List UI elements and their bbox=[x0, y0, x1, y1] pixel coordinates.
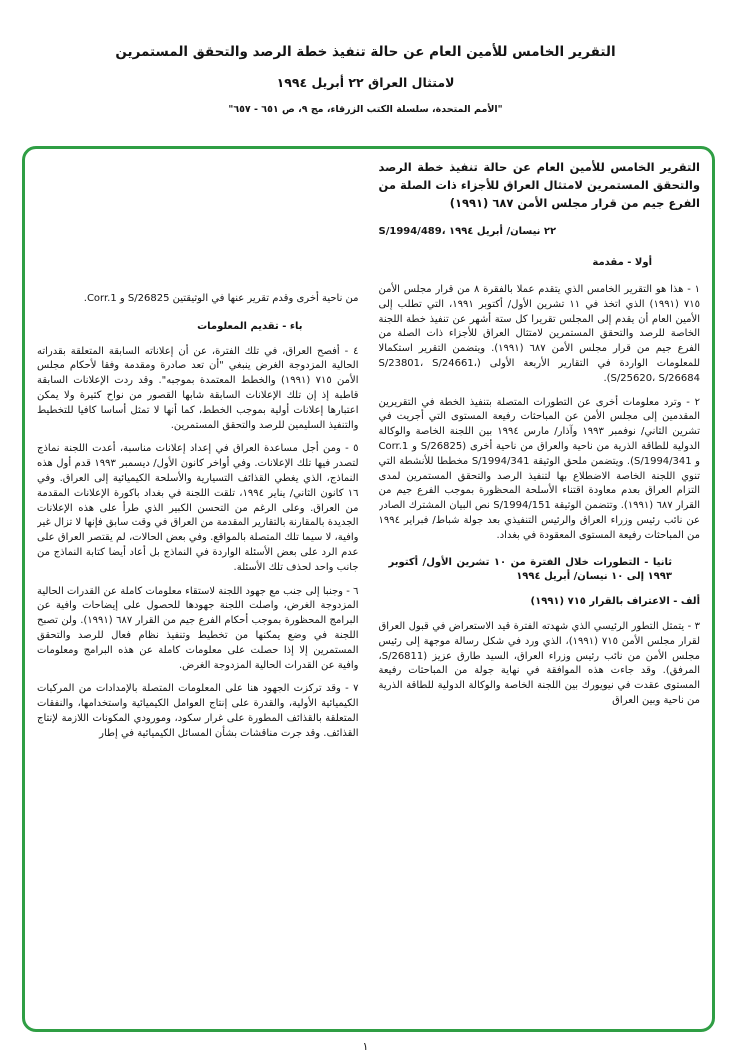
two-column-layout bbox=[37, 159, 700, 1021]
paragraph-4: ٤ - أفصح العراق، في تلك الفترة، عن أن إعلاناته السابقة المتعلقة بقدراته الحالية المزدوجة الغرض ينبغي "أن تعد صادرة ومقدمة وفقا لأحكام مجلس الأمن ٧١٥ (١٩٩١) والخطط المعتمدة بموجبه". وقد ردت الإعلانات السابقة قاطبة إذ إن تلك الإعلانات السابقة شابها القصور من نواح كثيرة ولا يمكن اعتبارها إعلانات أولية بموجب الخطط، كما أنها لا تمثل أساسا كافيا للتخطيط والتنفيذ السليمين للرصد والتحقق المستمرين. bbox=[37, 345, 359, 431]
paragraph-3-continuation: من ناحية أخرى وقدم تقرير عنها في الوثيقتين S/26825 و Corr.1. bbox=[83, 293, 359, 304]
section-2-heading: ثانيا - التطورات خلال الفترة من ١٠ تشرين الأول/ أكتوبر ١٩٩٣ إلى ١٠ نيسان/ أبريل ١٩٩٤ bbox=[388, 556, 673, 583]
paragraph-2: ٢ - وترد معلومات أخرى عن التطورات المتصلة بتنفيذ الخطة في التقريرين المقدمين إلى مجلس الأمن عن المباحثات رفيعة المستوى التي أجريت في تشرين الثاني/ نوفمبر ١٩٩٣ وآذار/ مارس ١٩٩٤ بين اللجنة الخاصة والوكالة الدولية للطاقة الذرية من ناحية والعراق من ناحية أخرى (S/26825 و Corr.1 و S/1994/341). ويتضمن ملحق الوثيقة S/1994/341 مخططا للأنشطة التي تنوي اللجنة الخاصة الاضطلاع بها لتنفيذ الرصد والتحقق المستمرين لمدى التزام العراق بعدم معاودة اقتناء الأسلحة المحظورة بموجب الفرع جيم من القرار ٦٨٧ (١٩٩١). وتتضمن الوثيقة S/1994/151 نص البيان المشترك الصادر عن نائب رئيس وزراء العراق والرئيس التنفيذي بعد جولة شباط/ فبراير ١٩٩٤ من المباحثات رفيعة المستوى المعقودة في بغداد. bbox=[378, 396, 700, 541]
subsection-a-heading: ألف - الاعتراف بالقرار ٧١٥ (١٩٩١) bbox=[530, 596, 700, 608]
subsection-b-heading: باء - تقديم المعلومات bbox=[197, 320, 303, 332]
page-number: ١ bbox=[362, 1040, 369, 1053]
header-source-line: "الأمم المتحدة، سلسلة الكتب الزرقاء، مج ٩، ص ٦٥١ - ٦٥٧" bbox=[228, 104, 503, 115]
page-footer bbox=[0, 1040, 731, 1053]
paragraph-1: ١ - هذا هو التقرير الخامس الذي يتقدم عملا بالفقرة ٨ من قرار مجلس الأمن ٧١٥ (١٩٩١) الذي اتخذ في ١١ تشرين الأول/ أكتوبر ١٩٩١، التي تطلب إلى الأمين العام أن يقدم إلى المجلس تقريرا كل ستة أشهر عن تنفيذ خطة اللجنة الخاصة للرصد والتحقق المستمرين لامتثال العراق للأجزاء ذات الصلة من الفرع جيم من قرار مجلس الأمن ٦٨٧ (١٩٩١). ويتضمن التقرير استكمالا للمعلومات الواردة في التقارير الأربعة الأولى (S/23801، S/24661، S/25620، S/26684). bbox=[378, 284, 700, 384]
page-header bbox=[0, 44, 731, 115]
paragraph-5: ٥ - ومن أجل مساعدة العراق في إعداد إعلانات مناسبة، أعدت اللجنة نماذج لتصدر فيها تلك الإعلانات. وفي أواخر كانون الأول/ ديسمبر ١٩٩٣ قدم أول هذه النماذج، الذي يغطي القذائف التسيارية والأسلحة الكيميائية إلى العراق. وفي ١٦ كانون الثاني/ يناير ١٩٩٤، تلقت اللجنة في بغداد باكورة الإعلانات المقدمة من العراق. وعلى الرغم من التحسن الكبير الذي طرأ على هذه الإعلانات الجديدة بالمقارنة بالتقارير المقدمة من العراق في وقت سابق فإنها لا تزال غير وافية، لا سيما تلك المتصلة بالمواقع. وفي بعض الحالات، لم يقتصر العراق على عدم الرد على بعض الأسئلة الواردة في النماذج بل أعاد أيضا كتابة النماذج من جانب واحد لحذف تلك الأسئلة. bbox=[37, 443, 359, 573]
paragraph-6: ٦ - وجنبا إلى جنب مع جهود اللجنة لاستقاء معلومات كاملة عن القدرات الحالية المزدوجة الغرض، واصلت اللجنة جهودها للحصول على إيضاحات وافية عن البرامج المحظورة بموجب أحكام الفرع جيم من القرار ٦٨٧ (١٩٩١). ولن تصبح اللجنة في وضع يمكنها من تخطيط وتنفيذ نظام فعال للرصد والتحقق المستمرين إلا إذا حصلت على معلومات كاملة عن هذه البرامج ومعلومات وافية عن القدرات الحالية المزدوجة الغرض. bbox=[37, 585, 359, 671]
document-title: التقرير الخامس للأمين العام عن حالة تنفيذ خطة الرصد والتحقق المستمرين لامتثال العراق للأجزاء ذات الصلة من الفرع جيم من قرار مجلس الأمن ٦٨٧ (١٩٩١) bbox=[378, 160, 700, 210]
column-right bbox=[379, 159, 701, 1021]
header-title-line2: لامتثال العراق ٢٢ أبريل ١٩٩٤ bbox=[276, 75, 455, 90]
section-1-heading: أولا - مقدمة bbox=[592, 257, 652, 269]
paragraph-7: ٧ - وقد تركزت الجهود هنا على المعلومات المتصلة بالإمدادات من المركبات الكيميائية الأولية، والقدرة على إنتاج العوامل الكيميائية واستخدامها، والنفقات المتعلقة بالقذائف المطورة على غرار سكود، ومورودي المكونات اللازمة لإنتاج القذائف. وقد جرت مناقشات بشأن المسائل الكيميائية في إطار bbox=[37, 683, 359, 739]
paragraph-3: ٣ - يتمثل التطور الرئيسي الذي شهدته الفترة قيد الاستعراض في قبول العراق لقرار مجلس الأمن ٧١٥ (١٩٩١)، الذي ورد في شكل رسالة موجهة إلى رئيس مجلس الأمن من نائب رئيس وزراء العراق، السيد طارق عزيز (S/26811، المرفق). وقد جاءت هذه الموافقة في نهاية جولة من المباحثات رفيعة المستوى عقدت في نيويورك بين اللجنة الخاصة والوكالة الدولية للطاقة الذرية من ناحية وبين العراق bbox=[378, 620, 700, 706]
document-frame bbox=[22, 146, 715, 1032]
document-symbol: S/1994/489، ٢٢ نيسان/ أبريل ١٩٩٤ bbox=[378, 226, 557, 238]
header-title-line1: التقرير الخامس للأمين العام عن حالة تنفيذ خطة الرصد والتحقق المستمرين bbox=[115, 44, 616, 60]
column-left bbox=[37, 159, 359, 1021]
